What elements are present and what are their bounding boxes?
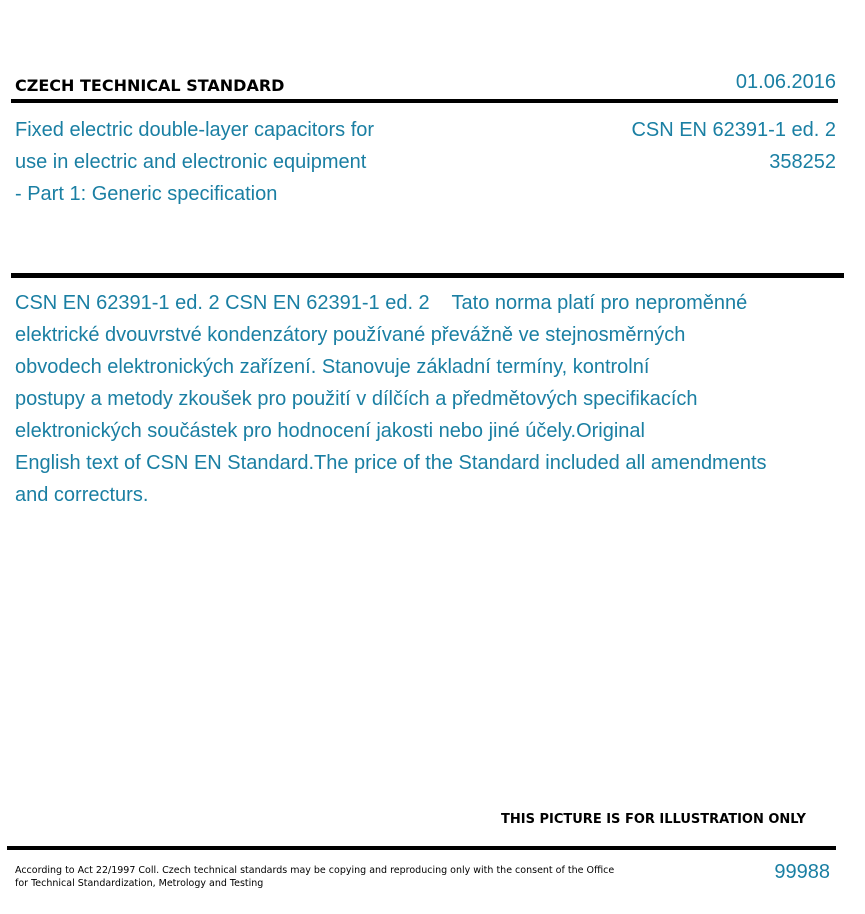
document-identifiers (631, 114, 836, 178)
legal-notice (15, 864, 615, 890)
abstract-text (15, 287, 845, 511)
illustration-disclaimer: THIS PICTURE IS FOR ILLUSTRATION ONLY (501, 812, 806, 827)
abstract-line: elektrické dvouvrstvé kondenzátory používané převážně ve stejnosměrných (15, 324, 686, 346)
header-divider (11, 99, 838, 103)
abstract-line: obvodech elektronických zařízení. Stanovuje základní termíny, kontrolní (15, 356, 650, 378)
legal-notice-line: for Technical Standardization, Metrology and Testing (15, 878, 264, 889)
abstract-line: English text of CSN EN Standard.The price of the Standard included all amendments (15, 452, 767, 474)
publication-date: 01.06.2016 (735, 71, 836, 93)
footer-divider (7, 846, 836, 850)
document-number: 99988 (774, 861, 830, 883)
abstract-line: postupy a metody zkoušek pro použití v dílčích a předmětových specifikacích (15, 388, 698, 410)
document-title (15, 114, 435, 210)
abstract-line: elektronických součástek pro hodnocení jakosti nebo jiné účely.Original (15, 420, 645, 442)
title-line: Fixed electric double-layer capacitors for (15, 119, 375, 141)
title-divider (11, 273, 844, 278)
title-line: - Part 1: Generic specification (15, 183, 278, 205)
catalog-number: 358252 (769, 151, 836, 173)
title-line: use in electric and electronic equipment (15, 151, 367, 173)
standard-code: CSN EN 62391-1 ed. 2 (631, 119, 836, 141)
standard-type-label: CZECH TECHNICAL STANDARD (15, 76, 285, 95)
abstract-line: CSN EN 62391-1 ed. 2 CSN EN 62391-1 ed. 2 Tato norma platí pro neproměnné (15, 292, 748, 314)
abstract-line: and correcturs. (15, 484, 149, 506)
legal-notice-line: According to Act 22/1997 Coll. Czech technical standards may be copying and reproducing only with the consent of the Office (15, 865, 615, 876)
